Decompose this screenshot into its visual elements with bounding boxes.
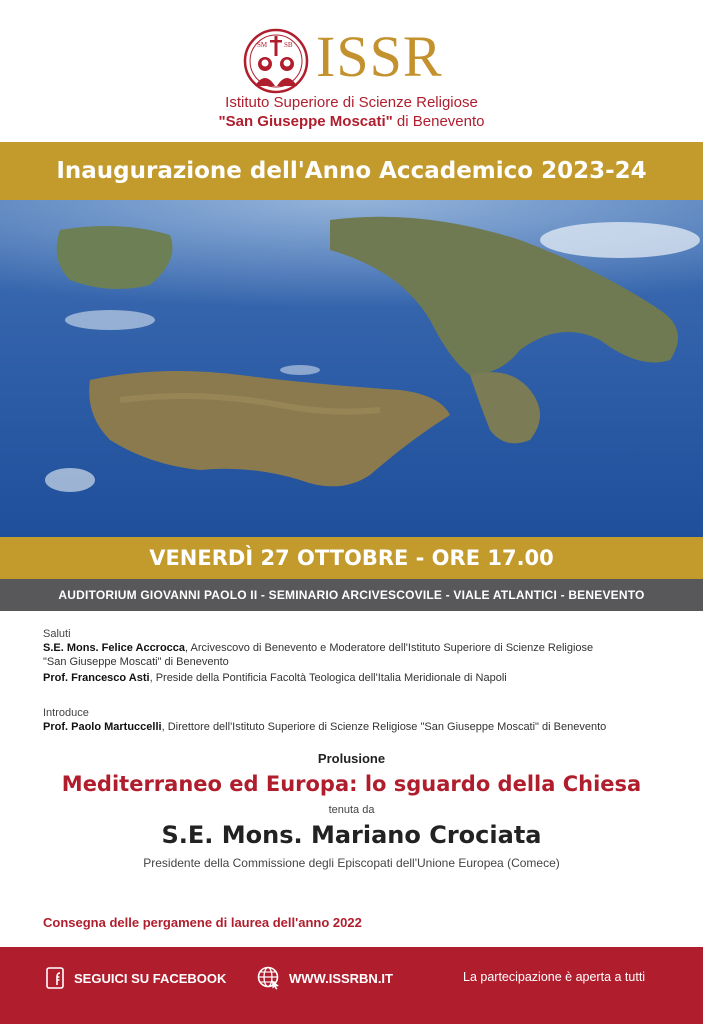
speaker-name: Prof. Francesco Asti [43,672,150,684]
globe-icon [257,966,281,990]
institute-line: Istituto Superiore di Scienze Religiose [225,94,478,111]
institute-city: di Benevento [392,113,485,130]
event-venue: AUDITORIUM GIOVANNI PAOLO II - SEMINARIO ARCIVESCOVILE - VIALE ATLANTICI - BENEVENTO [58,588,645,602]
issr-wordmark: ISSR [316,24,443,89]
svg-text:SB: SB [284,41,293,49]
svg-text:SM: SM [257,41,268,49]
facebook-label: SEGUICI SU FACEBOOK [74,970,227,986]
website-label: WWW.ISSRBN.IT [289,970,393,986]
header [0,0,703,142]
speaker-role: , Preside della Pontificia Facoltà Teologica dell'Italia Meridionale di Napoli [149,672,507,684]
footer [0,947,703,1024]
speaker-role: , Arcivescovo di Benevento e Moderatore dell'Istituto Superiore di Scienze Religiose [185,642,594,654]
institute-name: "San Giuseppe Moscati" [218,113,393,130]
saluti-speaker-1 [43,641,683,655]
saluti-speaker-2 [43,671,683,685]
title-band [0,142,703,200]
prolusione-speaker-role: Presidente della Commissione degli Episcopati dell'Unione Europea (Comece) [143,856,560,870]
introduce-label: Introduce [43,707,89,719]
event-date: VENERDÌ 27 OTTOBRE - ORE 17.00 [149,546,554,570]
prolusione-speaker: S.E. Mons. Mariano Crociata [161,821,542,849]
speaker-name: Prof. Paolo Martuccelli [43,721,162,733]
institute-name-line [0,113,703,130]
introduce-speaker [43,720,683,734]
speaker-name: S.E. Mons. Felice Accrocca [43,642,186,654]
facebook-link[interactable] [46,966,226,990]
facebook-icon [46,967,66,989]
issr-seal-logo [243,28,309,94]
event-title: Inaugurazione dell'Anno Accademico 2023-24 [56,158,647,184]
participation-note: La partecipazione è aperta a tutti [463,970,646,984]
consegna-line: Consegna delle pergamene di laurea dell'anno 2022 [43,915,362,930]
prolusione-label: Prolusione [317,751,386,766]
date-band [0,537,703,579]
satellite-image-southern-italy [0,200,703,537]
saluti-speaker-1-role-cont: "San Giuseppe Moscati" di Benevento [43,656,229,668]
prolusione-title: Mediterraneo ed Europa: lo sguardo della Chiesa [61,772,642,796]
prolusione-by: tenuta da [328,804,375,816]
venue-band [0,579,703,611]
speaker-role: , Direttore dell'Istituto Superiore di Scienze Religiose "San Giuseppe Moscati" di Benevento [161,721,607,733]
website-link[interactable] [257,966,393,990]
saluti-label: Saluti [43,628,71,640]
